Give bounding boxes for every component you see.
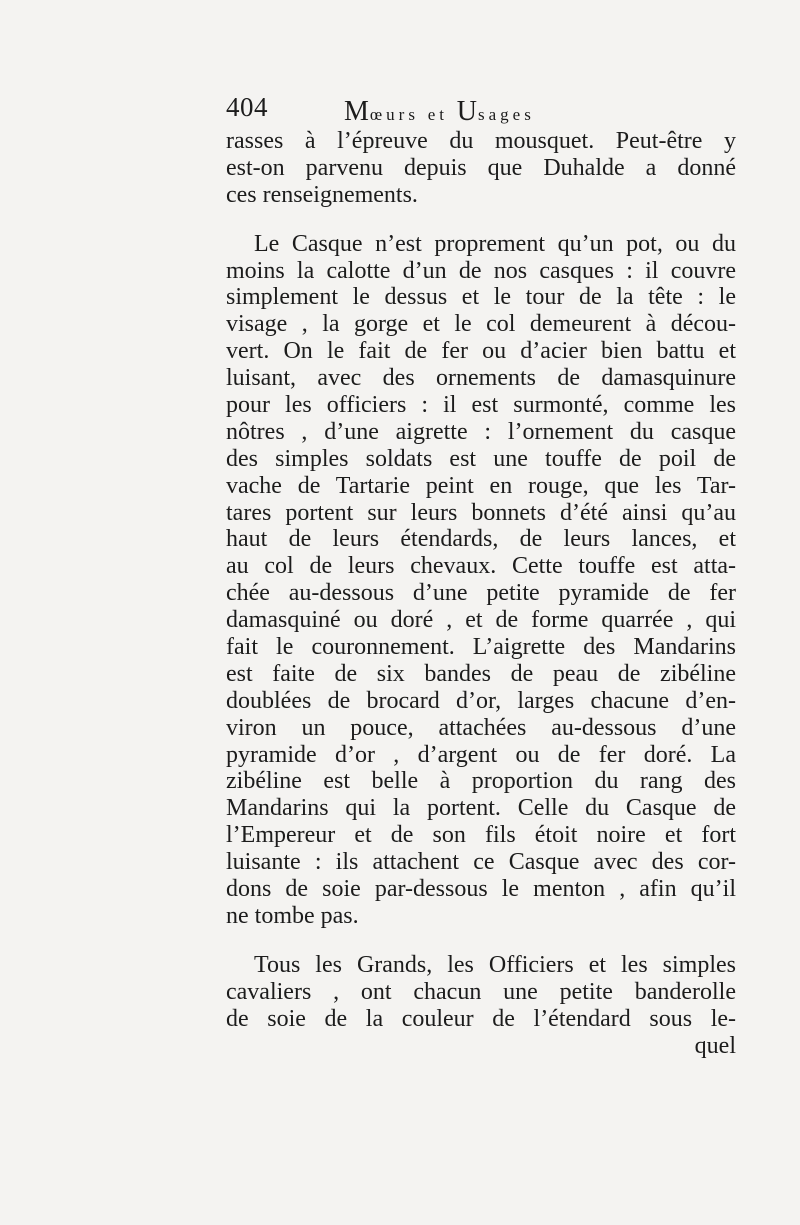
running-head-word-1: œurs [369, 105, 419, 124]
text-line: au col de leurs chevaux. Cette touffe est atta- [226, 553, 736, 580]
text-line: des simples soldats est une touffe de poil de [226, 445, 736, 472]
text-line: moins la calotte d’un de nos casques : il couvre [226, 257, 736, 284]
text-line: pyramide d’or , d’argent ou de fer doré. La [226, 741, 736, 768]
text-line: ne tombe pas. [226, 902, 359, 929]
text-line: chée au-dessous d’une petite pyramide de fer [226, 580, 736, 607]
text-line: ces renseignements. [226, 181, 418, 208]
running-head-word-2: sages [477, 105, 535, 124]
text-line: vert. On le fait de fer ou d’acier bien battu et [226, 338, 736, 365]
running-head-initial-1: M [344, 96, 370, 127]
text-line-indented: Le Casque n’est proprement qu’un pot, ou du [254, 230, 736, 257]
text-line: nôtres , d’une aigrette : l’ornement du casque [226, 418, 736, 445]
text-line: rasses à l’épreuve du mousquet. Peut-être y [226, 128, 736, 154]
text-line: est faite de six bandes de peau de zibéline [226, 660, 736, 687]
text-line: vache de Tartarie peint en rouge, que les Tar- [226, 472, 736, 499]
page-number: 404 [226, 92, 268, 122]
text-line: visage , la gorge et le col demeurent à décou- [226, 311, 736, 338]
paragraph-gap [226, 930, 736, 952]
text-line: luisante : ils attachent ce Casque avec des cor- [226, 849, 736, 876]
text-line: doublées de brocard d’or, larges chacune d’en- [226, 687, 736, 714]
text-line: simplement le dessus et le tour de la tête : le [226, 284, 736, 311]
text-line: luisant, avec des ornements de damasquinure [226, 365, 736, 392]
page-header [226, 92, 736, 132]
running-head [344, 96, 535, 128]
text-line: l’Empereur et de son fils étoit noire et fort [226, 822, 736, 849]
paragraph-gap [226, 209, 736, 231]
text-line: zibéline est belle à proportion du rang des [226, 768, 736, 795]
text-line: pour les officiers : il est surmonté, comme les [226, 392, 736, 419]
text-line: haut de leurs étendards, de leurs lances, et [226, 526, 736, 553]
text-line: tares portent sur leurs bonnets d’été ainsi qu’au [226, 499, 736, 526]
text-line-indented: Tous les Grands, les Officiers et les simples [254, 951, 736, 978]
text-line: fait le couronnement. L’aigrette des Mandarins [226, 634, 736, 661]
text-line: viron un pouce, attachées au-dessous d’une [226, 714, 736, 741]
catchword: quel [694, 1032, 736, 1059]
text-line: de soie de la couleur de l’étendard sous le- [226, 1005, 736, 1032]
text-line: Mandarins qui la portent. Celle du Casque de [226, 795, 736, 822]
text-line: est-on parvenu depuis que Duhalde a donné [226, 154, 736, 181]
text-line: dons de soie par-dessous le menton , afin qu’il [226, 876, 736, 903]
text-line: cavaliers , ont chacun une petite banderolle [226, 978, 736, 1005]
text-line: damasquiné ou doré , et de forme quarrée , qui [226, 607, 736, 634]
running-head-initial-2: U [456, 96, 478, 127]
body-text [226, 128, 736, 1059]
running-head-conjunction: et [427, 105, 448, 124]
